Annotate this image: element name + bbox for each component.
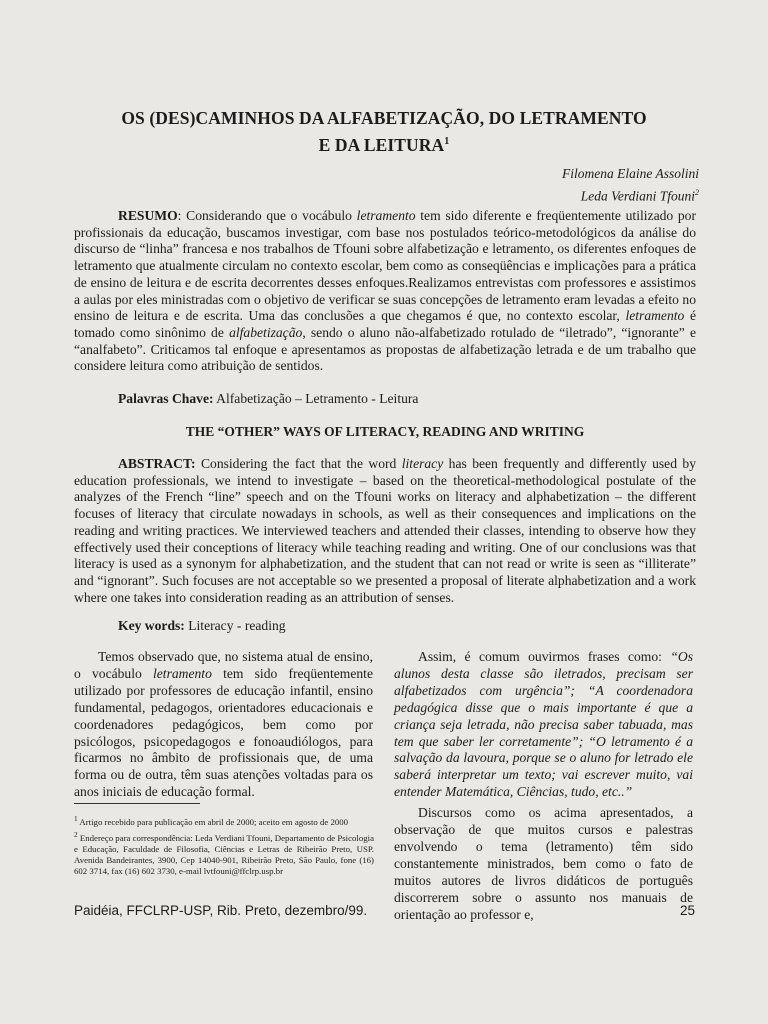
resumo-term-letramento-2: letramento — [625, 308, 685, 324]
palavras-chave-text: Alfabetização – Letramento - Leitura — [213, 391, 419, 406]
title-line-1: OS (DES)CAMINHOS DA ALFABETIZAÇÃO, DO LETRAMENTO — [121, 108, 647, 128]
key-words-label: Key words: — [118, 618, 185, 633]
author-2-name: Leda Verdiani Tfouni — [580, 188, 695, 204]
resumo-text-1: : Considerando que o vocábulo — [177, 208, 357, 223]
body-left-term-letramento: letramento — [152, 665, 212, 681]
resumo-text-2: tem sido diferente e freqüentemente utilizado por profissionais da educação, buscamos investigar, com base nos postulados teórico-metodológicos da análise do discurso de “linha” francesa e nos trabalhos de Tfouni sobre alfabetização e letramento, os diferentes enfoques de letramento que atualmente circulam no contexto escolar, bem como as conseqüências e implicações para a prática de ensino de leitura e de escrita decorrentes desses enfoques.Realizamos entrevistas com professores e assistimos a aulas por eles ministradas com o objetivo de verificar se suas concepções de letramento eram levadas a efeito no ensino de leitura e de escrita. Uma das conclusões a que chegamos é que, no contexto escolar, — [74, 208, 697, 324]
body-left-text-1: Temos observado que, no sistema atual de ensino, o vocábulo — [74, 649, 373, 681]
footnote-1-text: Artigo recebido para publicação em abril de 2000; aceito em agosto de 2000 — [77, 816, 349, 827]
footnote-2 — [74, 829, 374, 877]
abstract-text-1: Considering the fact that the word — [195, 456, 402, 471]
resumo-text-3: é tomado como sinônimo de — [74, 308, 697, 340]
article-title — [60, 106, 708, 157]
title-footnote-mark: 1 — [444, 136, 450, 147]
abstract-label: ABSTRACT: — [118, 456, 196, 471]
body-right-quotes: “Os alunos desta classe são iletrados, precisam ser alfabetizados com urgência”; “A coordenadora pedagógica disse que o mais importante é que a criança seja letrada, não precisa saber tabuada, mas tem que saber ler corretamente”; “O letramento é a salvação da lavoura, porque se o aluno for letrado ele saberá interpretar um texto; vai escrever muito, vai entender Matemática, Ciências, tudo, etc..” — [394, 649, 693, 800]
author-1 — [562, 164, 699, 183]
title-line-2 — [60, 130, 708, 157]
author-2-footnote-mark: 2 — [695, 188, 699, 197]
palavras-chave — [118, 390, 418, 407]
page-number: 25 — [679, 903, 695, 918]
abstract-text-2: has been frequently and differently used by education professionals, we intend to investigate – based on the theoretical-methodological postulate of the analyzes of the French “line” speech and on the Tfouni works on literacy and alphabetization – the different focuses of literacy that circulate nowadays in schools, as well as their consequences and implications on the reading and writing practices. We interviewed teachers and attended their classes, intending to observe how they effectively used their conceptions of literacy while teaching reading and writing. One of our conclusions was that literacy is used as a synonym for alphabetization, and the student that can not read or write is seen as “illiterate” and “ignorant”. Such focuses are not acceptable so we presented a proposal of literate alphabetization and a work where one takes into consideration reading as an attribution of senses. — [74, 456, 696, 605]
resumo-term-letramento-1: letramento — [356, 208, 416, 223]
resumo-term-alfabetizacao: alfabetização — [229, 324, 303, 340]
footnote-2-mark: 2 — [74, 829, 78, 839]
journal-citation: Paidéia, FFCLRP-USP, Rib. Preto, dezembro/99. — [74, 903, 368, 918]
abstract-paragraph — [74, 456, 696, 606]
body-paragraph-2 — [394, 649, 693, 801]
body-column-right — [394, 649, 693, 924]
body-column-left — [74, 649, 373, 801]
body-paragraph-1 — [74, 649, 373, 801]
english-title: THE “OTHER” WAYS OF LITERACY, READING AND WRITING — [185, 424, 585, 439]
footnote-2-text: Endereço para correspondência: Leda Verdiani Tfouni, Departamento de Psicologia e Educação, Faculdade de Filosofia, Ciências e Letras de Ribeirão Preto, USP. Avenida Bandeirantes, 3900, Cep 14040-901, Ribeirão Preto, São Paulo, fone (16) 602 3714, fax (16) 602 3730, e-mail lvtfouni@ffclrp.usp.br — [74, 832, 374, 876]
title-line-2-text: E DA LEITURA — [318, 134, 445, 155]
body-left-text-2: tem sido freqüentemente utilizado por professores de educação infantil, ensino fundamental, pedagogos, orientadores educacionais e coordenadores pedagógicos, bem como por psicólogos, psicopedagogos e fonoaudiólogos, para ficarmos no âmbito de profissionais que, de uma forma ou de outra, têm suas atenções voltadas para os anos iniciais de educação formal. — [74, 665, 373, 800]
body-paragraph-3: Discursos como os acima apresentados, a observação de que muitos cursos e palestras envolvendo o tema (letramento) têm sido constantemente ministrados, bem como o fato de muitos autores de livros didáticos de português discorrerem sobre o assunto nos manuais de orientação ao professor e, — [394, 805, 693, 922]
footnote-1-mark: 1 — [74, 814, 78, 823]
resumo-label: RESUMO — [118, 208, 178, 223]
resumo-paragraph — [74, 208, 696, 375]
authors — [562, 164, 699, 206]
palavras-chave-label: Palavras Chave: — [118, 391, 214, 406]
key-words — [118, 617, 286, 634]
abstract-term-literacy: literacy — [401, 456, 444, 471]
footnotes — [74, 813, 374, 878]
author-1-name: Filomena Elaine Assolini — [562, 166, 699, 181]
resumo-text-4: , sendo o aluno não-alfabetizado rotulado de “iletrado”, “ignorante” e “analfabeto”. Criticamos tal enfoque e apresentamos as propostas de alfabetização letrada e de um trabalho que considere leitura como atribuição de sentidos. — [74, 324, 696, 374]
body-right-text-1: Assim, é comum ouvirmos frases como: — [418, 649, 671, 664]
key-words-text: Literacy - reading — [184, 618, 286, 633]
footnote-1 — [74, 813, 374, 828]
footnote-divider — [74, 803, 200, 804]
author-2 — [562, 183, 699, 206]
